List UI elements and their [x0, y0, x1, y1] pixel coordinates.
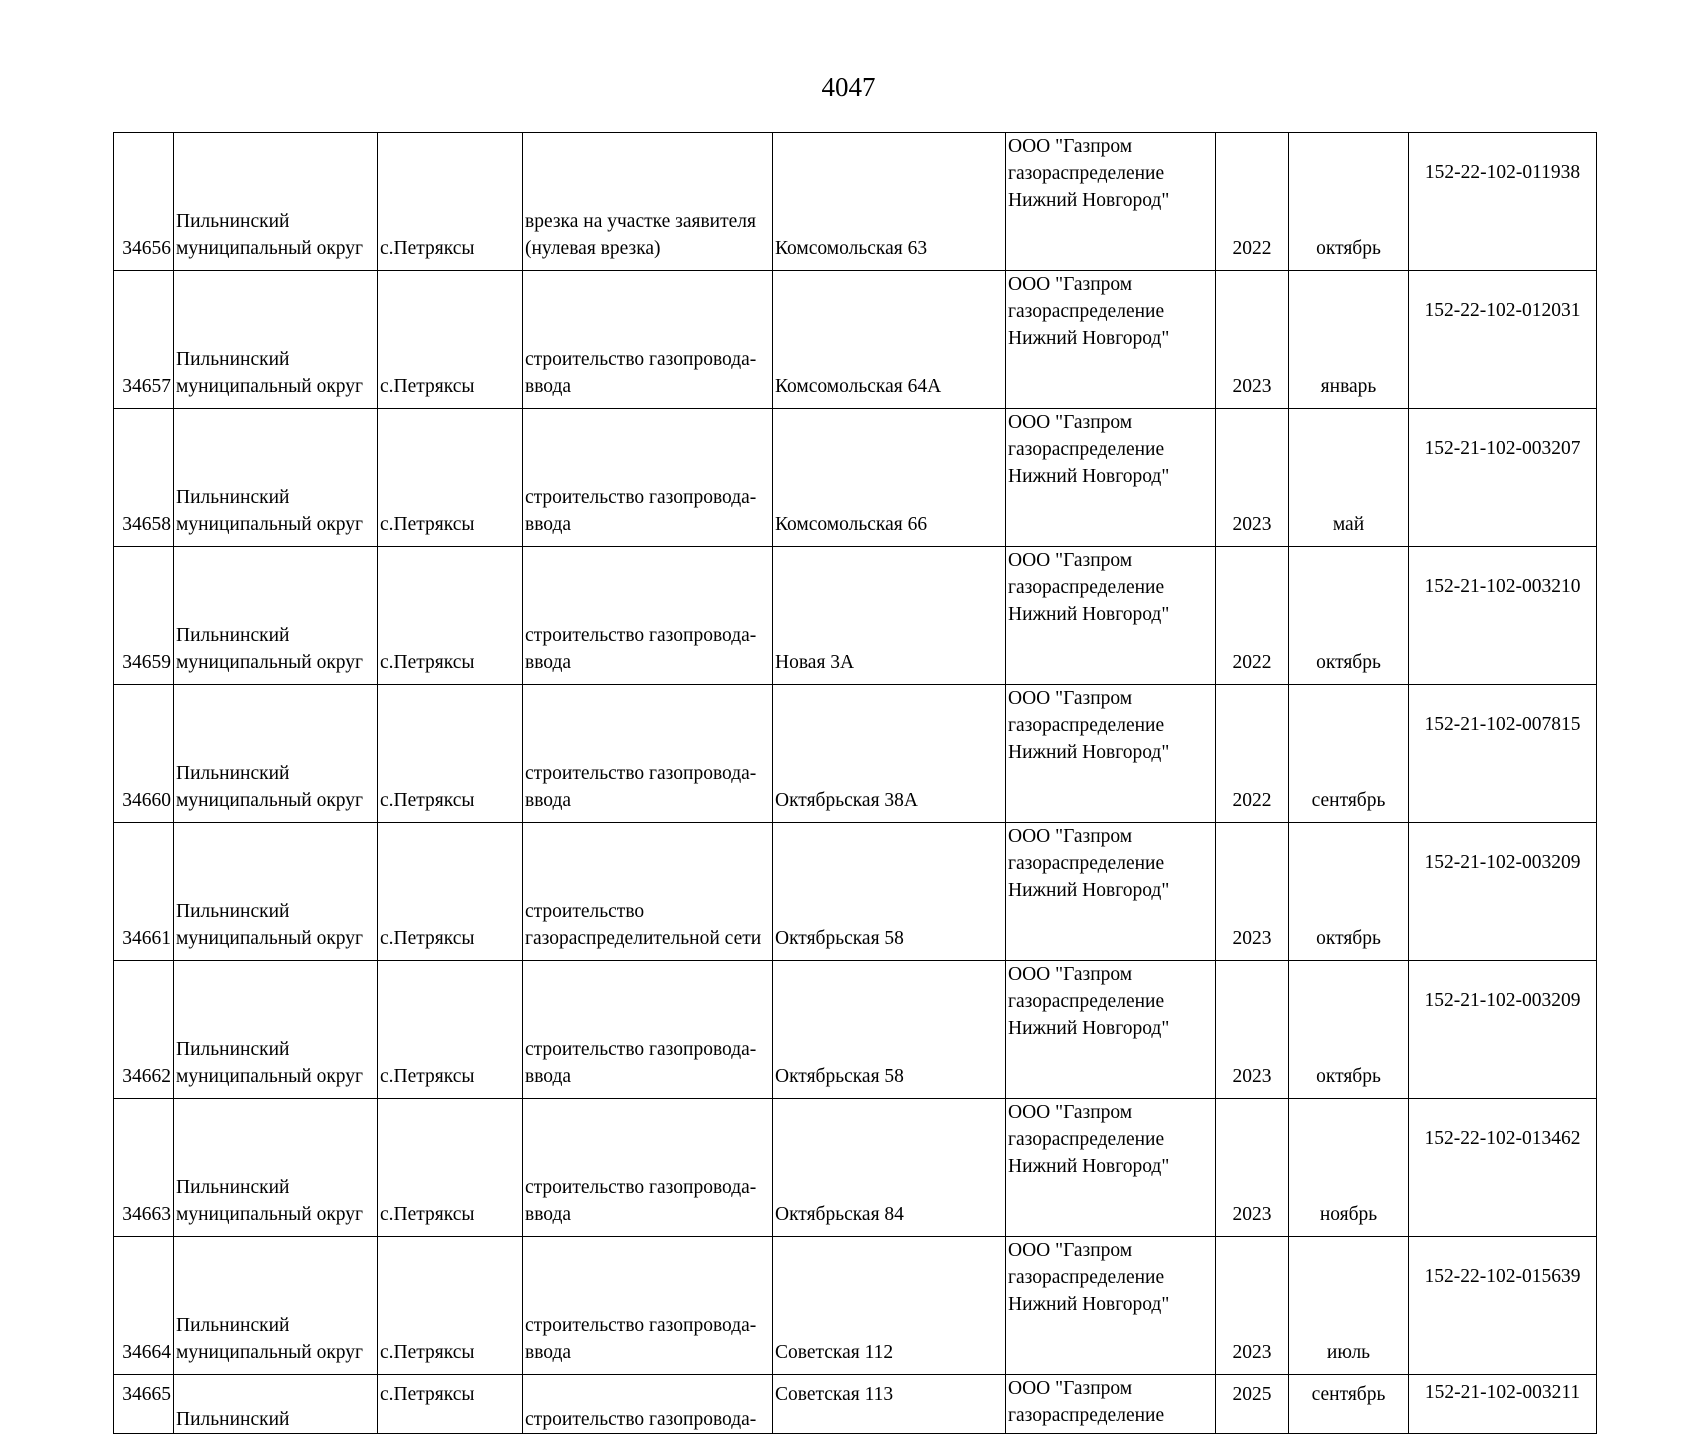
address-cell: Комсомольская 66 [773, 409, 1006, 547]
settlement-cell: с.Петряксы [378, 409, 523, 547]
settlement-cell: с.Петряксы [378, 1375, 523, 1434]
work-type-cell: строительство газопровода- [523, 1375, 773, 1434]
code-cell: 152-21-102-003211 [1409, 1375, 1597, 1434]
table-row [114, 1375, 1597, 1434]
month-cell: январь [1289, 271, 1409, 409]
district-cell: Пильнинский муниципальный округ [174, 133, 378, 271]
year-cell: 2023 [1216, 961, 1289, 1099]
year-cell: 2022 [1216, 133, 1289, 271]
year-cell: 2025 [1216, 1375, 1289, 1434]
code-cell: 152-22-102-015639 [1409, 1237, 1597, 1375]
row-number: 34664 [114, 1237, 174, 1375]
row-number: 34661 [114, 823, 174, 961]
operator-cell: ООО "Газпром газораспределение Нижний Новгород" [1006, 1237, 1216, 1375]
settlement-cell: с.Петряксы [378, 1099, 523, 1237]
settlement-cell: с.Петряксы [378, 961, 523, 1099]
settlement-cell: с.Петряксы [378, 1237, 523, 1375]
year-cell: 2023 [1216, 409, 1289, 547]
month-cell: октябрь [1289, 547, 1409, 685]
operator-cell: ООО "Газпром газораспределение Нижний Новгород" [1006, 133, 1216, 271]
operator-cell: ООО "Газпром газораспределение Нижний Новгород" [1006, 823, 1216, 961]
table-row [114, 1237, 1597, 1375]
month-cell: октябрь [1289, 961, 1409, 1099]
code-cell: 152-21-102-003209 [1409, 961, 1597, 1099]
month-cell: сентябрь [1289, 685, 1409, 823]
code-cell: 152-22-102-012031 [1409, 271, 1597, 409]
address-cell: Советская 112 [773, 1237, 1006, 1375]
district-cell: Пильнинский муниципальный округ [174, 1237, 378, 1375]
address-cell: Советская 113 [773, 1375, 1006, 1434]
table-row [114, 133, 1597, 271]
operator-cell: ООО "Газпром газораспределение Нижний Новгород" [1006, 271, 1216, 409]
address-cell: Новая 3А [773, 547, 1006, 685]
row-number: 34656 [114, 133, 174, 271]
table-body [114, 133, 1597, 1434]
settlement-cell: с.Петряксы [378, 685, 523, 823]
address-cell: Октябрьская 58 [773, 823, 1006, 961]
address-cell: Октябрьская 38А [773, 685, 1006, 823]
row-number: 34659 [114, 547, 174, 685]
month-cell: сентябрь [1289, 1375, 1409, 1434]
work-type-cell: строительство газопровода- ввода [523, 271, 773, 409]
code-cell: 152-21-102-007815 [1409, 685, 1597, 823]
operator-cell: ООО "Газпром газораспределение Нижний Новгород" [1006, 409, 1216, 547]
row-number: 34663 [114, 1099, 174, 1237]
operator-cell: ООО "Газпром газораспределение Нижний Новгород" [1006, 1099, 1216, 1237]
work-type-cell: строительство газопровода- ввода [523, 961, 773, 1099]
code-cell: 152-21-102-003207 [1409, 409, 1597, 547]
year-cell: 2023 [1216, 823, 1289, 961]
table-row [114, 823, 1597, 961]
work-type-cell: строительство газопровода- ввода [523, 1237, 773, 1375]
gasification-table [113, 132, 1597, 1434]
year-cell: 2023 [1216, 271, 1289, 409]
work-type-cell: строительство газопровода- ввода [523, 409, 773, 547]
address-cell: Комсомольская 64А [773, 271, 1006, 409]
district-cell: Пильнинский [174, 1375, 378, 1434]
table-row [114, 1099, 1597, 1237]
row-number: 34662 [114, 961, 174, 1099]
address-cell: Комсомольская 63 [773, 133, 1006, 271]
row-number: 34658 [114, 409, 174, 547]
district-cell: Пильнинский муниципальный округ [174, 271, 378, 409]
code-cell: 152-21-102-003209 [1409, 823, 1597, 961]
row-number: 34657 [114, 271, 174, 409]
year-cell: 2022 [1216, 685, 1289, 823]
settlement-cell: с.Петряксы [378, 271, 523, 409]
month-cell: октябрь [1289, 133, 1409, 271]
table-row [114, 271, 1597, 409]
work-type-cell: строительство газораспределительной сети [523, 823, 773, 961]
district-cell: Пильнинский муниципальный округ [174, 823, 378, 961]
code-cell: 152-22-102-011938 [1409, 133, 1597, 271]
settlement-cell: с.Петряксы [378, 547, 523, 685]
row-number: 34660 [114, 685, 174, 823]
operator-cell: ООО "Газпром газораспределение [1006, 1375, 1216, 1434]
code-cell: 152-22-102-013462 [1409, 1099, 1597, 1237]
address-cell: Октябрьская 84 [773, 1099, 1006, 1237]
table-row [114, 409, 1597, 547]
month-cell: ноябрь [1289, 1099, 1409, 1237]
operator-cell: ООО "Газпром газораспределение Нижний Новгород" [1006, 547, 1216, 685]
district-cell: Пильнинский муниципальный округ [174, 961, 378, 1099]
work-type-cell: строительство газопровода- ввода [523, 547, 773, 685]
settlement-cell: с.Петряксы [378, 133, 523, 271]
code-cell: 152-21-102-003210 [1409, 547, 1597, 685]
settlement-cell: с.Петряксы [378, 823, 523, 961]
month-cell: май [1289, 409, 1409, 547]
operator-cell: ООО "Газпром газораспределение Нижний Новгород" [1006, 961, 1216, 1099]
year-cell: 2023 [1216, 1237, 1289, 1375]
work-type-cell: строительство газопровода- ввода [523, 1099, 773, 1237]
month-cell: октябрь [1289, 823, 1409, 961]
month-cell: июль [1289, 1237, 1409, 1375]
table-row [114, 547, 1597, 685]
district-cell: Пильнинский муниципальный округ [174, 1099, 378, 1237]
year-cell: 2023 [1216, 1099, 1289, 1237]
year-cell: 2022 [1216, 547, 1289, 685]
page-number: 4047 [821, 72, 876, 102]
district-cell: Пильнинский муниципальный округ [174, 685, 378, 823]
work-type-cell: врезка на участке заявителя (нулевая врезка) [523, 133, 773, 271]
work-type-cell: строительство газопровода- ввода [523, 685, 773, 823]
address-cell: Октябрьская 58 [773, 961, 1006, 1099]
table-row [114, 961, 1597, 1099]
district-cell: Пильнинский муниципальный округ [174, 547, 378, 685]
table-row [114, 685, 1597, 823]
operator-cell: ООО "Газпром газораспределение Нижний Новгород" [1006, 685, 1216, 823]
district-cell: Пильнинский муниципальный округ [174, 409, 378, 547]
row-number: 34665 [114, 1375, 174, 1434]
